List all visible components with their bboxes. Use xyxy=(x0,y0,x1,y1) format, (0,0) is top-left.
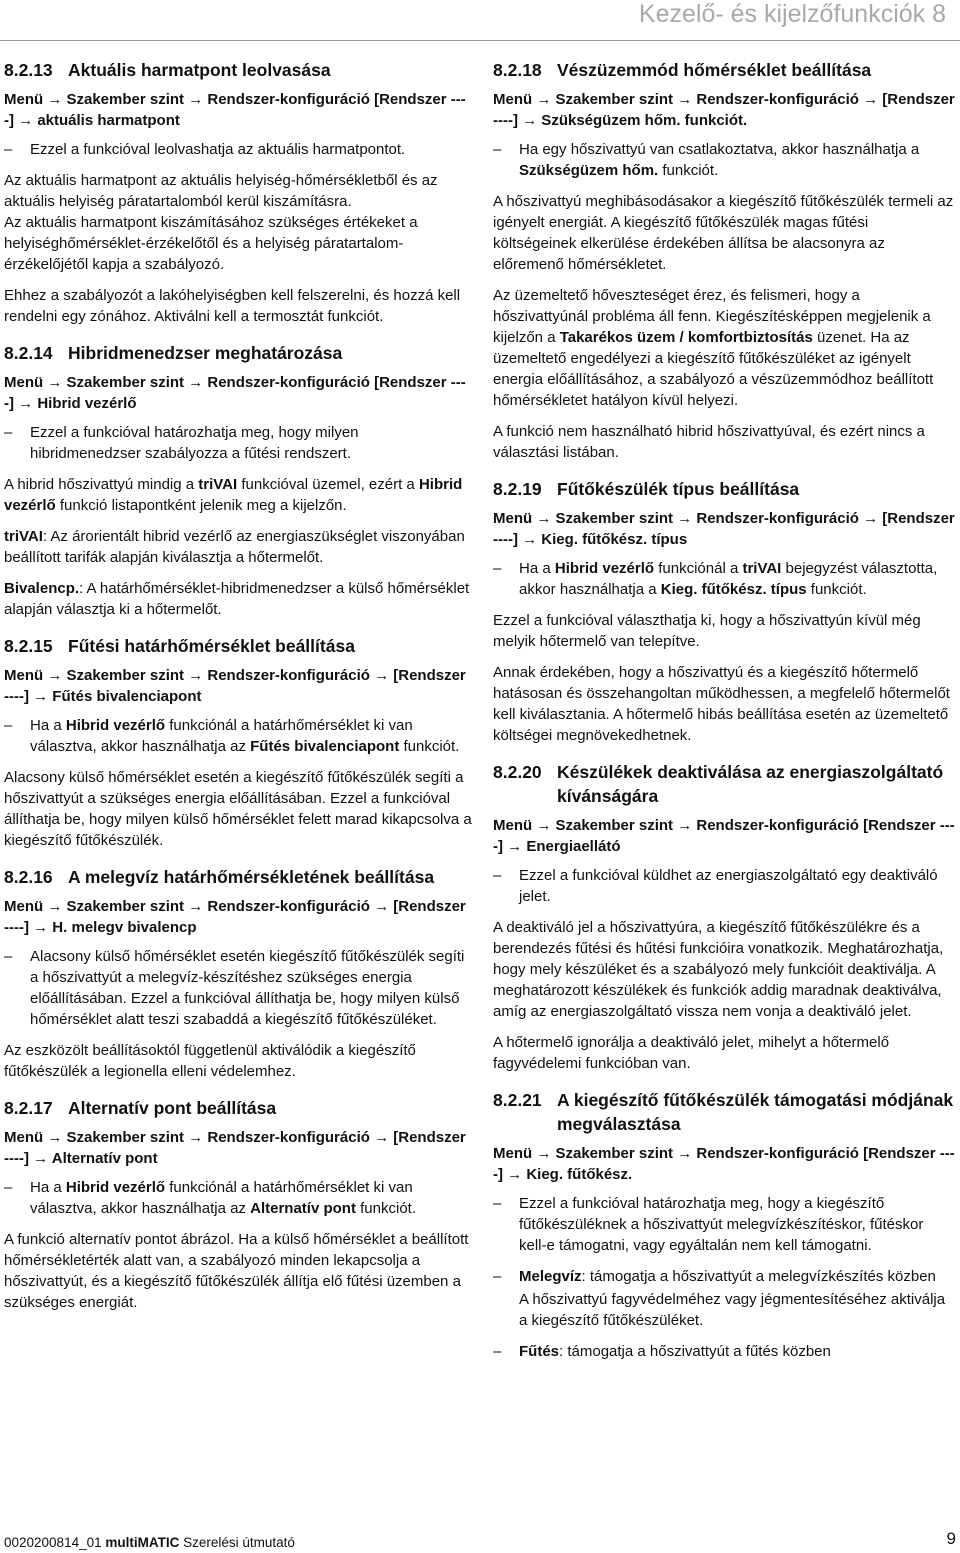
text-run: funkciót. xyxy=(658,162,719,179)
right-column xyxy=(493,58,959,1376)
menu-path: Menü → Szakember szint → Rendszer-konfiguráció → [Rendszer ----] → H. melegv bivalencp xyxy=(4,898,470,936)
section-8-2-21 xyxy=(493,1088,955,1362)
paragraph: Ehhez a szabályozót a lakóhelyiségben kell felszerelni, és hozzá kell rendelni egy zónához. Aktiválni kell a termosztát funkciót. xyxy=(4,287,461,325)
dash-marker: – xyxy=(493,1343,502,1360)
list-item xyxy=(4,1177,472,1219)
list-item-text: Ezzel a funkcióval leolvashatja az aktuális harmatpontot. xyxy=(30,141,406,158)
section-8-2-20 xyxy=(493,760,955,1074)
bold-term: Szükségüzem hőm. xyxy=(519,162,659,179)
list-item-text: Ezzel a funkcióval határozhatja meg, hogy milyen hibridmenedzser szabályozza a fűtési rendszert. xyxy=(30,424,359,462)
list-item xyxy=(493,1193,955,1256)
section-heading xyxy=(4,58,472,82)
list-item-text xyxy=(519,558,955,600)
chapter-title: Kezelő- és kijelzőfunkciók 8 xyxy=(638,0,946,28)
paragraph: A hőszivattyú meghibásodásakor a kiegészítő fűtőkészülék termeli az igényelt energiát. A kiegészítő fűtőkészülék magas fűtési költségeinek elkerülése érdekében állítsa be alacsonyra az előremenő hőmérsékletet. xyxy=(493,193,954,273)
dash-marker: – xyxy=(493,1268,502,1285)
text-run: funkciónál a xyxy=(654,560,743,577)
page-number: 9 xyxy=(946,1529,956,1548)
text-run: funkciót. xyxy=(355,1200,416,1217)
section-title: Hibridmenedzser meghatározása xyxy=(68,343,343,363)
list-item xyxy=(493,865,955,907)
paragraph: Az eszközölt beállításoktól függetlenül aktiválódik a kiegészítő fűtőkészülék a legionella elleni védelemhez. xyxy=(4,1042,416,1080)
dash-marker: – xyxy=(493,867,502,884)
section-heading xyxy=(493,477,955,501)
list-item xyxy=(4,422,472,464)
section-8-2-17 xyxy=(4,1096,472,1313)
sub-paragraph: A hőszivattyú fagyvédelméhez vagy jégmentesítéséhez aktiválja a kiegészítő fűtőkészüléket. xyxy=(519,1291,946,1329)
section-heading xyxy=(4,1096,472,1120)
page-footer xyxy=(0,1529,960,1553)
paragraph: A funkció alternatív pontot ábrázol. Ha a külső hőmérséklet a beállított hőmérsékletérték alatt van, a szabályozó minden lekapcsolja a hőszivattyút, és a kiegészítő fűtőkészülék állítja elő fűtési üzemben a szükséges energiát. xyxy=(4,1231,469,1311)
text-run: Ha a xyxy=(30,1179,66,1196)
text-run: : Az árorientált hibrid vezérlő az energiaszükséglet viszonyában beállított tarifák alapján kiválasztja a hőtermelőt. xyxy=(4,528,465,566)
text-run: funkció listapontként jelenik meg a kijelzőn. xyxy=(55,497,347,514)
list-item xyxy=(4,139,472,160)
bold-term: Hibrid vezérlő xyxy=(4,476,463,514)
menu-path: Menü → Szakember szint → Rendszer-konfiguráció [Rendszer ----] → Kieg. fűtőkész. xyxy=(493,1145,955,1183)
bold-term: Takarékos üzem / komfortbiztosítás xyxy=(559,329,813,346)
text-run: : támogatja a hőszivattyút a melegvízkészítés közben xyxy=(581,1268,936,1285)
paragraph: A funkció nem használható hibrid hőszivattyúval, és ezért nincs a választási listában. xyxy=(493,423,925,461)
paragraph: Alacsony külső hőmérséklet esetén a kiegészítő fűtőkészülék segíti a hőszivattyút a szükséges energia előállításában. Ezzel a funkcióval állíthatja be, hogy milyen külső hőmérséklet felett marad kikapcsolva a kiegészítő fűtőkészülék. xyxy=(4,769,472,849)
text-run: funkciót. xyxy=(399,738,460,755)
section-title: Készülékek deaktiválása az energiaszolgáltató kívánságára xyxy=(557,762,944,806)
menu-path: Menü → Szakember szint → Rendszer-konfiguráció [Rendszer ----] → Energiaellátó xyxy=(493,817,955,855)
section-title: A kiegészítő fűtőkészülék támogatási módjának megválasztása xyxy=(557,1090,954,1134)
paragraph xyxy=(493,285,955,411)
list-item xyxy=(4,715,472,757)
section-8-2-18 xyxy=(493,58,959,463)
text-run: üzenet. Ha az üzemeltető engedélyezi a kiegészítő fűtőkészüléket az igényelt energia előállításához, a szabályozó a vészüzemmódhoz beállított hőmérsékletet hatályon kívül helyezi. xyxy=(493,329,934,409)
section-number: 8.2.20 xyxy=(493,762,542,782)
paragraph xyxy=(4,526,472,568)
list-item-text xyxy=(30,715,472,757)
section-heading xyxy=(4,865,472,889)
bold-term: Kieg. fűtőkész. típus xyxy=(660,581,807,598)
paragraph xyxy=(4,474,472,516)
section-8-2-19 xyxy=(493,477,959,746)
bold-term: triVAI xyxy=(742,560,782,577)
doc-number: 0020200814_01 xyxy=(4,1535,106,1550)
section-title: Fűtőkészülék típus beállítása xyxy=(557,479,800,499)
dash-marker: – xyxy=(493,1195,502,1212)
dash-marker: – xyxy=(493,141,502,158)
section-8-2-13 xyxy=(4,58,472,327)
list-item-text xyxy=(519,1341,955,1362)
text-run: funkcióval üzemel, ezért a xyxy=(237,476,419,493)
paragraph xyxy=(4,578,472,620)
bold-term: Fűtés xyxy=(519,1343,560,1360)
doc-title: Szerelési útmutató xyxy=(179,1535,295,1550)
bold-term: Hibrid vezérlő xyxy=(554,560,655,577)
bold-term: Bivalencp. xyxy=(4,580,80,597)
section-number: 8.2.15 xyxy=(4,636,53,656)
section-heading xyxy=(4,634,472,658)
bold-term: Hibrid vezérlő xyxy=(65,717,166,734)
dash-marker: – xyxy=(4,1179,13,1196)
list-item xyxy=(493,1266,955,1287)
section-heading xyxy=(4,341,472,365)
list-item-text: Alacsony külső hőmérséklet esetén kiegészítő fűtőkészülék segíti a hőszivattyút a melegvíz-készítéshez szükséges energia előállításában. Ezzel a funkcióval állíthatja be, hogy milyen külső hőmérséklet alatt teszi szabaddá a kiegészítő fűtőkészüléket. xyxy=(30,948,465,1028)
list-item xyxy=(493,558,955,600)
section-number: 8.2.21 xyxy=(493,1090,542,1110)
section-heading xyxy=(493,760,955,808)
menu-path: Menü → Szakember szint → Rendszer-konfiguráció → [Rendszer ----] → Alternatív pont xyxy=(4,1129,470,1167)
section-8-2-16 xyxy=(4,865,472,1082)
section-title: Fűtési határhőmérséklet beállítása xyxy=(68,636,355,656)
section-8-2-14 xyxy=(4,341,472,620)
section-number: 8.2.18 xyxy=(493,60,542,80)
paragraph: A hőtermelő ignorálja a deaktiváló jelet, mihelyt a hőtermelő fagyvédelemi funkcióban van. xyxy=(493,1034,890,1072)
dash-marker: – xyxy=(493,560,502,577)
text-run: funkciónál a határhőmérséklet ki van választva, akkor használhatja az xyxy=(30,717,413,755)
section-heading xyxy=(493,58,955,82)
section-number: 8.2.14 xyxy=(4,343,53,363)
text-run: Ha a xyxy=(30,717,66,734)
list-item-text: Ezzel a funkcióval küldhet az energiaszolgáltató egy deaktiváló jelet. xyxy=(519,867,938,905)
section-number: 8.2.13 xyxy=(4,60,53,80)
header-divider xyxy=(0,40,960,41)
bold-term: triVAI xyxy=(4,528,43,545)
dash-marker: – xyxy=(4,141,13,158)
bold-term: Alternatív pont xyxy=(250,1200,356,1217)
menu-path: Menü → Szakember szint → Rendszer-konfiguráció → [Rendszer ----] → Fűtés bivalenciapont xyxy=(4,667,470,705)
section-title: Aktuális harmatpont leolvasása xyxy=(68,60,331,80)
text-run: : A határhőmérséklet-hibridmenedzser a külső hőmérséklet alapján választja ki a hőtermelőt. xyxy=(4,580,470,618)
bold-term: Fűtés bivalenciapont xyxy=(250,738,400,755)
section-title: A melegvíz határhőmérsékletének beállítása xyxy=(68,867,435,887)
bold-term: Hibrid vezérlő xyxy=(65,1179,166,1196)
section-number: 8.2.17 xyxy=(4,1098,53,1118)
left-column xyxy=(4,58,472,1327)
list-item-text xyxy=(519,139,955,181)
menu-path: Menü → Szakember szint → Rendszer-konfiguráció → [Rendszer ----] → Kieg. fűtőkész. típus xyxy=(493,510,959,548)
list-item xyxy=(493,139,955,181)
paragraph: Az aktuális harmatpont az aktuális helyiség-hőmérsékletből és az aktuális helyiség páratartalomból kerül kiszámításra. xyxy=(4,172,438,210)
bold-term: triVAI xyxy=(198,476,238,493)
section-number: 8.2.16 xyxy=(4,867,53,887)
text-run: funkciónál a határhőmérséklet ki van választva, akkor használhatja az xyxy=(30,1179,413,1217)
list-item xyxy=(493,1341,955,1362)
text-run: : támogatja a hőszivattyút a fűtés közben xyxy=(559,1343,831,1360)
paragraph: Ezzel a funkcióval választhatja ki, hogy a hőszivattyún kívül még melyik hőtermelő van telepítve. xyxy=(493,612,921,650)
list-item-text xyxy=(30,1177,472,1219)
section-number: 8.2.19 xyxy=(493,479,542,499)
menu-path: Menü → Szakember szint → Rendszer-konfiguráció [Rendszer ----] → Hibrid vezérlő xyxy=(4,374,466,412)
menu-path: Menü → Szakember szint → Rendszer-konfiguráció [Rendszer ----] → aktuális harmatpont xyxy=(4,91,466,129)
section-heading xyxy=(493,1088,955,1136)
text-run: Az üzemeltető hőveszteséget érez, és felismeri, hogy a hőszivattyúnál probléma áll fenn. Kiegészítésképpen megjelenik a kijelzőn a xyxy=(493,287,931,346)
section-8-2-15 xyxy=(4,634,472,851)
dash-marker: – xyxy=(4,424,13,441)
brand-name: multiMATIC xyxy=(105,1535,180,1550)
list-item-text xyxy=(519,1266,955,1287)
text-run: bejegyzést választotta, akkor használhatja a xyxy=(519,560,938,598)
text-run: funkciót. xyxy=(806,581,867,598)
bold-term: Melegvíz xyxy=(519,1268,582,1285)
paragraph: Az aktuális harmatpont kiszámításához szükséges értékeket a helyiséghőmérséklet-érzékelőtől és a helyiség páratartalom-érzékelőjétől kapja a szabályozó. xyxy=(4,214,418,273)
footer-doc-info xyxy=(4,1535,295,1550)
section-title: Vészüzemmód hőmérséklet beállítása xyxy=(557,60,872,80)
menu-path: Menü → Szakember szint → Rendszer-konfiguráció → [Rendszer ----] → Szükségüzem hőm. funkciót. xyxy=(493,91,959,129)
section-title: Alternatív pont beállítása xyxy=(68,1098,277,1118)
paragraph: Annak érdekében, hogy a hőszivattyú és a kiegészítő hőtermelő hatásosan és összehangoltan működhessen, a megfelelő hőtermelőt kell kiválasztania. A hőtermelő hibás beállítása esetén az üzemeltető költségei megnövekedhetnek. xyxy=(493,664,950,744)
text-run: A hibrid hőszivattyú mindig a xyxy=(4,476,199,493)
text-run: Ha a xyxy=(519,560,555,577)
list-item xyxy=(4,946,472,1030)
paragraph: A deaktiváló jel a hőszivattyúra, a kiegészítő fűtőkészülékre és a berendezés fűtési és hűtési funkcióira vonatkozik. Meghatározhatja, hogy mely készüléket és a szabályozó mely funkcióit deaktiválja. A meghatározott készülékek és funkciók addig maradnak deaktiválva, amíg az energiaszolgáltató vissza nem vonja a deaktiváló jelet. xyxy=(493,919,944,1020)
page-header xyxy=(0,0,960,38)
dash-marker: – xyxy=(4,948,13,965)
list-item-text: Ezzel a funkcióval határozhatja meg, hogy a kiegészítő fűtőkészüléknek a hőszivattyút melegvízkészítéskor, fűtéskor kell-e támogatni, vagy egyáltalán nem kell támogatni. xyxy=(519,1195,924,1254)
text-run: Ha egy hőszivattyú van csatlakoztatva, akkor használhatja a xyxy=(519,141,920,158)
dash-marker: – xyxy=(4,717,13,734)
